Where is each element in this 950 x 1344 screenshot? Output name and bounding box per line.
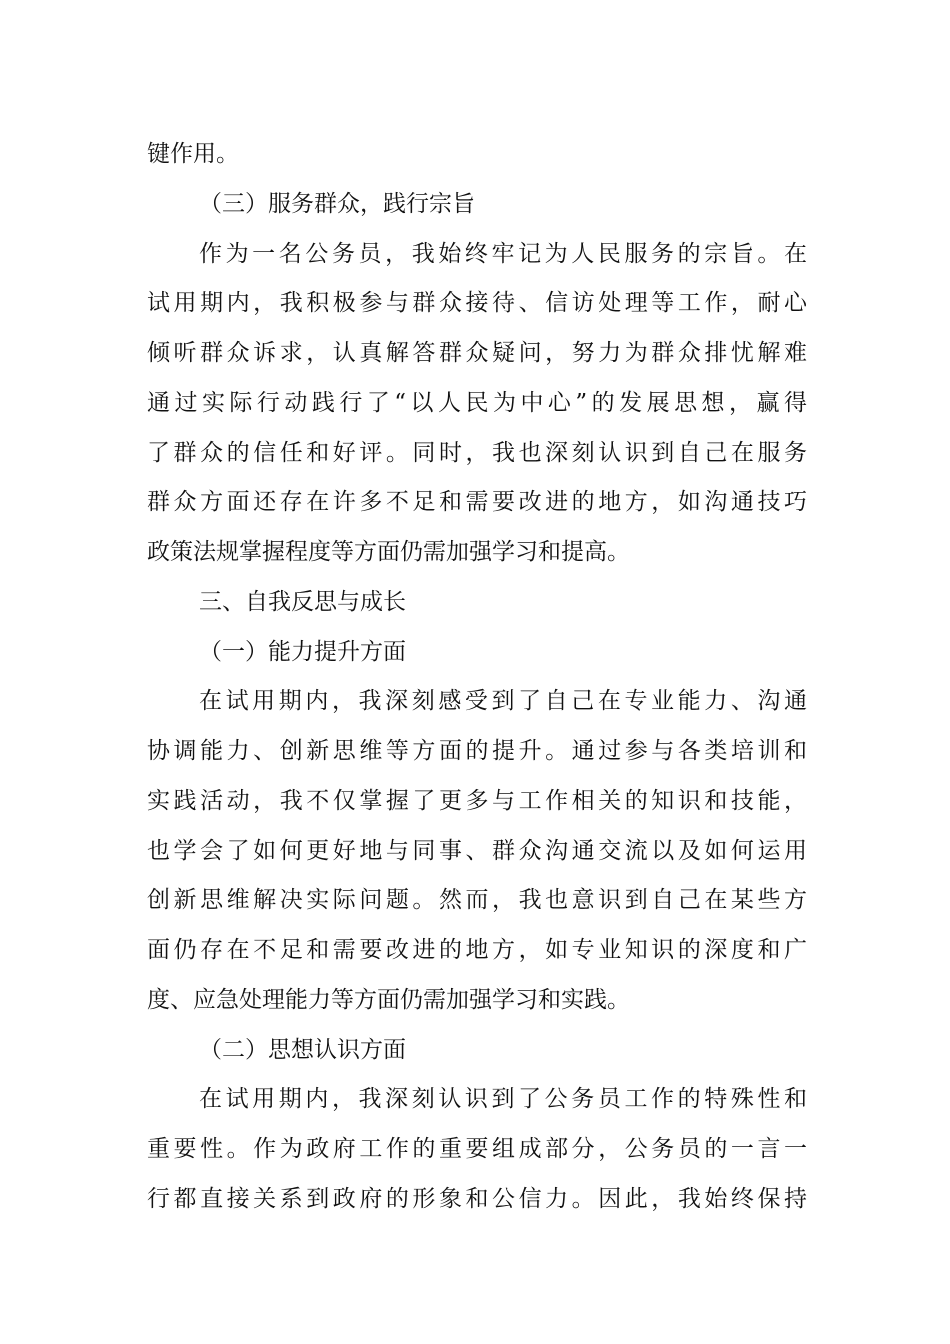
- paragraph-line: 行都直接关系到政府的形象和公信力。因此，我始终保持: [147, 1185, 807, 1212]
- paragraph-line: 群众方面还存在许多不足和需要改进的地方，如沟通技巧: [147, 489, 807, 516]
- paragraph-line: 实践活动，我不仅掌握了更多与工作相关的知识和技能，: [147, 787, 807, 814]
- paragraph-line: 协调能力、创新思维等方面的提升。通过参与各类培训和: [147, 738, 807, 764]
- paragraph-line: 面仍存在不足和需要改进的地方，如专业知识的深度和广: [147, 937, 807, 963]
- paragraph-line: 键作用。: [147, 141, 239, 167]
- paragraph-line: 在试用期内，我深刻感受到了自己在专业能力、沟通: [199, 688, 807, 715]
- chapter-heading-self-reflection: 三、自我反思与成长: [199, 588, 406, 615]
- paragraph-line: 了群众的信任和好评。同时，我也深刻认识到自己在服务: [147, 439, 807, 466]
- section-heading-ideology: （二）思想认识方面: [199, 1036, 406, 1063]
- paragraph-line: 也学会了如何更好地与同事、群众沟通交流以及如何运用: [147, 837, 807, 864]
- paragraph-line: 在试用期内，我深刻认识到了公务员工作的特殊性和: [199, 1086, 807, 1113]
- section-heading-ability: （一）能力提升方面: [199, 638, 406, 665]
- paragraph-line: 重要性。作为政府工作的重要组成部分，公务员的一言一: [147, 1136, 807, 1162]
- body-text: [147, 130, 807, 1225]
- paragraph-line: 政策法规掌握程度等方面仍需加强学习和提高。: [147, 539, 630, 565]
- paragraph-line: 度、应急处理能力等方面仍需加强学习和实践。: [147, 986, 630, 1013]
- paragraph-line: 试用期内，我积极参与群众接待、信访处理等工作，耐心: [147, 290, 807, 317]
- paragraph-line: 倾听群众诉求，认真解答群众疑问，努力为群众排忧解难: [147, 340, 807, 366]
- paragraph-line: 通过实际行动践行了“以人民为中心”的发展思想，赢得: [147, 389, 807, 416]
- section-heading-serve-public: （三）服务群众，践行宗旨: [199, 190, 475, 217]
- paragraph-line: 作为一名公务员，我始终牢记为人民服务的宗旨。在: [199, 240, 807, 267]
- paragraph-line: 创新思维解决实际问题。然而，我也意识到自己在某些方: [147, 887, 807, 914]
